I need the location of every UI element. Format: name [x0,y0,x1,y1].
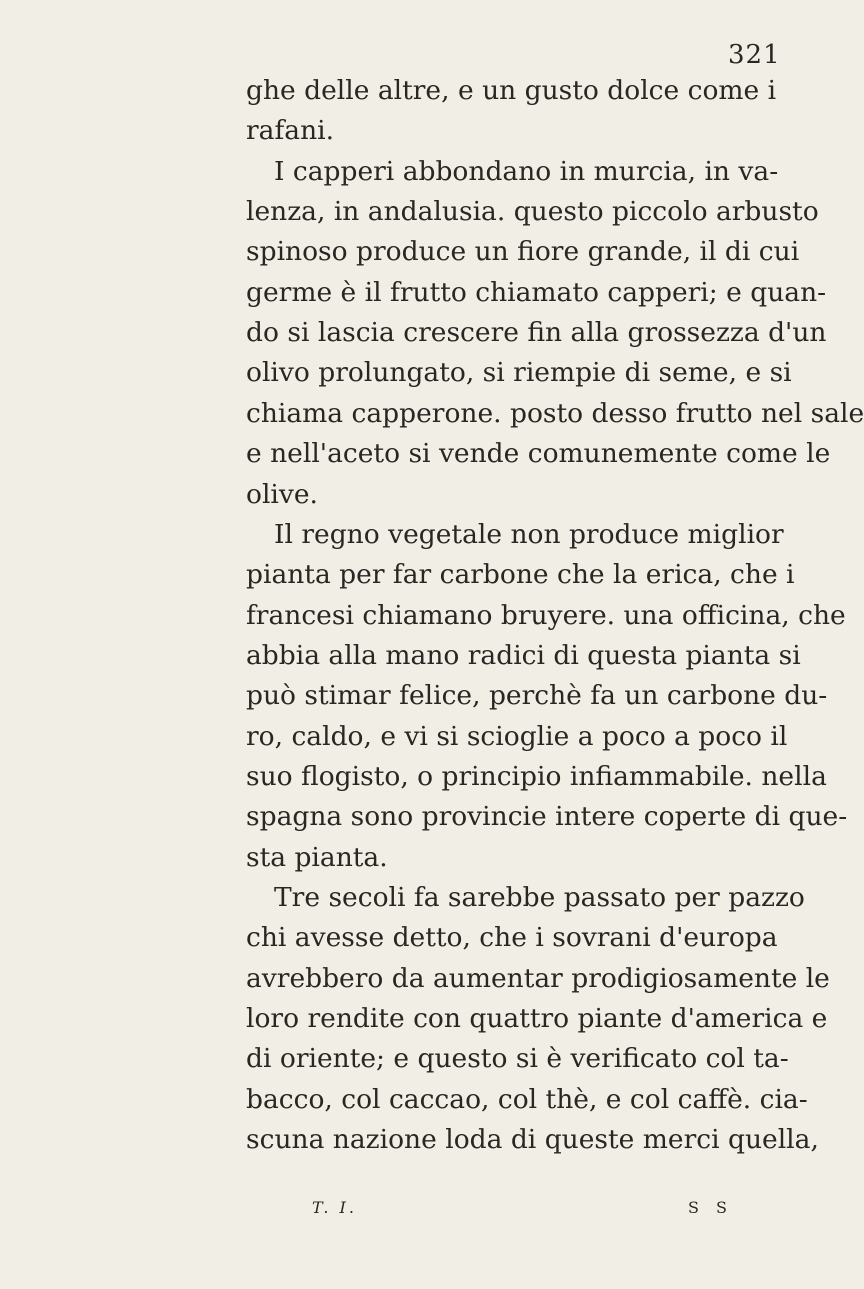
footer-signature-left: T. I. [312,1198,357,1217]
text-line: abbia alla mano radici di questa pianta si [246,639,801,671]
text-line: può stimar felice, perchè fa un carbone du- [246,680,828,712]
text-line: germe è il frutto chiamato capperi; e quan- [246,276,827,308]
text-line: scuna nazione loda di queste merci quella, [246,1124,819,1156]
text-line: olivo prolungato, si riempie di seme, e si [246,357,792,389]
text-line: francesi chiamano bruyere. una officina, che [246,599,846,631]
text-line: I capperi abbondano in murcia, in va- [274,155,779,187]
page-number: 321 [728,40,781,70]
text-line: ghe delle altre, e un gusto dolce come i [246,75,777,106]
text-line: Tre secoli fa sarebbe passato per pazzo [274,882,805,913]
text-line: di oriente; e questo si è verificato col ta- [246,1043,789,1075]
footer-signature-right: S S [688,1198,734,1217]
text-line: lenza, in andalusia. questo piccolo arbusto [246,196,819,228]
text-line: chiama capperone. posto desso frutto nel sale [246,397,864,429]
text-line: spagna sono provincie intere coperte di que- [246,801,848,833]
text-line: loro rendite con quattro piante d'america e [246,1003,828,1035]
text-line: rafani. [246,115,335,147]
text-line: do si lascia crescere fin alla grossezza d'un [246,317,827,349]
text-line: e nell'aceto si vende comunemente come le [246,438,831,470]
text-line: ro, caldo, e vi si scioglie a poco a poco il [246,720,788,752]
text-line: spinoso produce un fiore grande, il di cui [246,236,800,268]
text-line: pianta per far carbone che la erica, che i [246,559,795,591]
text-line: avrebbero da aumentar prodigiosamente le [246,962,830,994]
text-line: chi avesse detto, che i sovrani d'europa [246,922,778,954]
text-line: Il regno vegetale non produce miglior [274,518,784,550]
text-line: sta pianta. [246,841,388,873]
text-line: bacco, col caccao, col thè, e col caffè. cia- [246,1083,808,1115]
text-line: olive. [246,478,318,510]
text-line: suo flogisto, o principio infiammabile. nella [246,761,827,792]
